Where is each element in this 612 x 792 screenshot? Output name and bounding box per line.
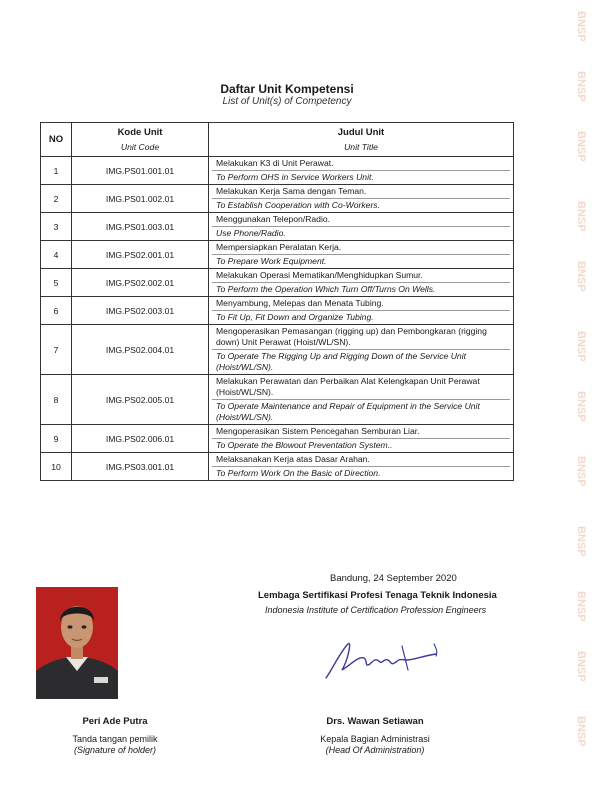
row-code: IMG.PS01.001.01 [72,157,209,185]
watermark-text: BNSP [575,651,587,682]
table-row [41,269,514,297]
header-no [41,123,72,157]
row-no: 10 [41,453,72,481]
row-code: IMG.PS02.002.01 [72,269,209,297]
holder-role-en: (Signature of holder) [73,745,157,755]
watermark-text: BNSP [575,391,587,422]
row-title-cell [209,213,514,241]
row-code: IMG.PS02.004.01 [72,325,209,375]
competency-table [40,122,514,481]
bnsp-watermark [566,0,596,792]
row-code: IMG.PS02.006.01 [72,425,209,453]
row-no: 6 [41,297,72,325]
watermark-text: BNSP [575,331,587,362]
header-code-label: Kode Unit [117,127,163,138]
row-title: Melakukan Kerja Sama dengan Teman. [216,186,367,196]
row-title-en: To Fit Up, Fit Down and Organize Tubing. [212,310,510,324]
row-title: Mengoperasikan Pemasangan (rigging up) dan Pembongkaran (rigging down) Unit Perawat (Hoist/WL/SN). [216,326,487,347]
row-no: 5 [41,269,72,297]
row-title-cell [209,157,514,185]
header-no-label: NO [48,134,64,145]
row-title: Mempersiapkan Peralatan Kerja. [216,242,342,252]
signer-role-en: (Head Of Administration) [325,745,425,755]
header-title-label-en: Unit Title [344,142,378,152]
table-row [41,297,514,325]
row-title-en: Use Phone/Radio. [212,226,510,240]
table-row [41,157,514,185]
table-header-row [41,123,514,157]
row-title-cell [209,269,514,297]
watermark-text: BNSP [575,131,587,162]
signer-signature [318,630,450,686]
table-row [41,185,514,213]
signer-role: Kepala Bagian Administrasi [320,734,430,744]
row-no: 1 [41,157,72,185]
row-no: 8 [41,375,72,425]
row-title-en: To Perform the Operation Which Turn Off/Turns On Wells. [212,282,510,296]
page-title: Daftar Unit Kompetensi [220,82,354,96]
institution-name-en: Indonesia Institute of Certification Profession Engineers [265,605,487,615]
watermark-text: BNSP [575,71,587,102]
row-title-en: To Operate Maintenance and Repair of Equipment in the Service Unit (Hoist/WL/SN). [212,399,510,424]
row-title: Melaksanakan Kerja atas Dasar Arahan. [216,454,370,464]
row-title-cell [209,185,514,213]
row-title: Melakukan Operasi Mematikan/Menghidupkan Sumur. [216,270,423,280]
table-row [41,425,514,453]
row-title-en: To Perform OHS in Service Workers Unit. [212,170,510,184]
signer-name: Drs. Wawan Setiawan [326,716,424,727]
page-subtitle: List of Unit(s) of Competency [222,96,352,107]
row-title: Melakukan K3 di Unit Perawat. [216,158,334,168]
row-title-en: To Operate The Rigging Up and Rigging Down of the Service Unit (Hoist/WL/SN). [212,349,510,374]
row-no: 7 [41,325,72,375]
table-row [41,241,514,269]
watermark-text: BNSP [575,201,587,232]
table-row [41,375,514,425]
row-title: Melakukan Perawatan dan Perbaikan Alat Kelengkapan Unit Perawat (Hoist/WL/SN). [216,376,480,397]
row-title-cell [209,297,514,325]
row-no: 2 [41,185,72,213]
table-row [41,325,514,375]
row-title-cell [209,241,514,269]
row-no: 3 [41,213,72,241]
row-no: 4 [41,241,72,269]
row-code: IMG.PS01.002.01 [72,185,209,213]
holder-role: Tanda tangan pemilik [72,734,158,744]
header-code-label-en: Unit Code [120,142,160,152]
header-title [209,123,514,157]
watermark-text: BNSP [575,456,587,487]
row-code: IMG.PS03.001.01 [72,453,209,481]
row-title: Mengoperasikan Sistem Pencegahan Semburan Liar. [216,426,420,436]
institution-name: Lembaga Sertifikasi Profesi Tenaga Teknik Indonesia [258,590,497,601]
row-title: Menyambung, Melepas dan Menata Tubing. [216,298,384,308]
watermark-text: BNSP [575,526,587,557]
header-title-label: Judul Unit [337,127,385,138]
row-title-cell [209,375,514,425]
row-title-en: To Perform Work On the Basic of Direction. [212,466,510,480]
watermark-text: BNSP [575,261,587,292]
row-code: IMG.PS02.001.01 [72,241,209,269]
row-code: IMG.PS01.003.01 [72,213,209,241]
table-row [41,213,514,241]
row-title-cell [209,425,514,453]
row-no: 9 [41,425,72,453]
header-code [72,123,209,157]
row-title-en: To Prepare Work Equipment. [212,254,510,268]
place-date: Bandung, 24 September 2020 [330,573,457,584]
watermark-text: BNSP [575,11,587,42]
row-title-cell [209,325,514,375]
row-title-en: To Operate the Blowout Preventation System.. [212,438,510,452]
holder-photo [36,587,118,699]
row-code: IMG.PS02.003.01 [72,297,209,325]
watermark-text: BNSP [575,716,587,747]
row-title: Menggunakan Telepon/Radio. [216,214,331,224]
row-code: IMG.PS02.005.01 [72,375,209,425]
holder-name: Peri Ade Putra [82,716,148,727]
watermark-text: BNSP [575,591,587,622]
row-title-en: To Establish Cooperation with Co-Workers. [212,198,510,212]
table-row [41,453,514,481]
row-title-cell [209,453,514,481]
